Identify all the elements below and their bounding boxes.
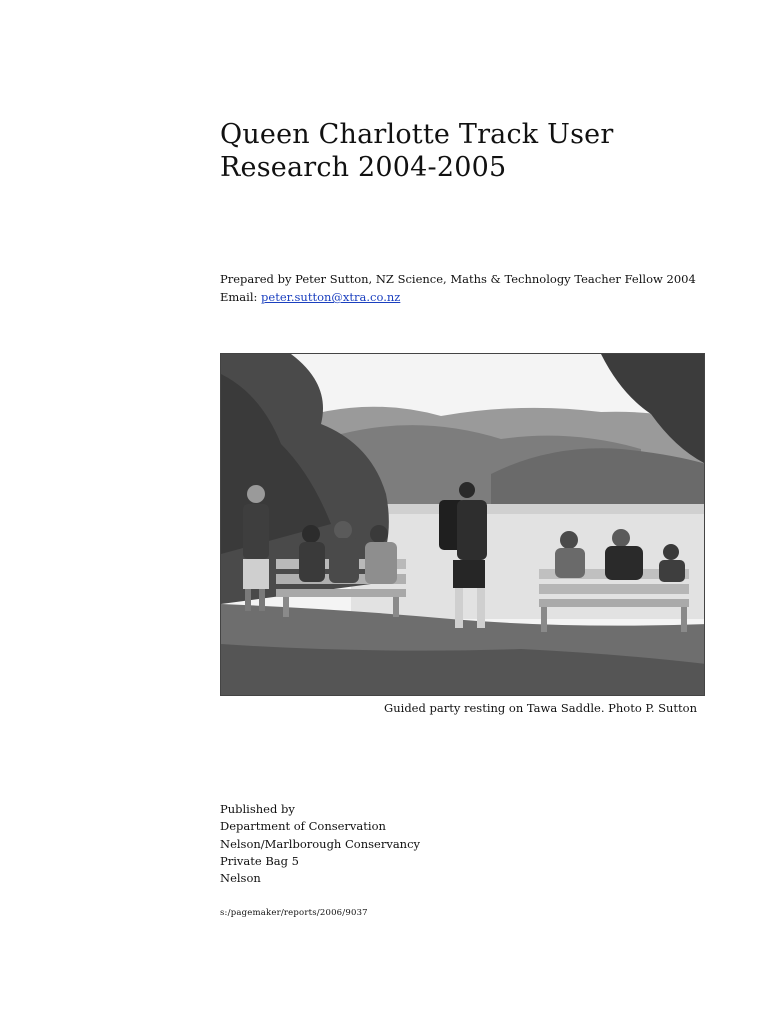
- email-line: [220, 288, 740, 306]
- publisher-line-3: Private Bag 5: [220, 853, 299, 868]
- publisher-line-2: Nelson/Marlborough Conservancy: [220, 836, 421, 851]
- publisher-heading: Published by: [220, 802, 295, 816]
- email-link[interactable]: peter.sutton@xtra.co.nz: [261, 290, 401, 304]
- prepared-by-text: Prepared by Peter Sutton, NZ Science, Maths & Technology Teacher Fellow 2004: [220, 272, 696, 286]
- publisher-line-4: Nelson: [220, 871, 261, 886]
- author-block: [220, 270, 740, 306]
- photo-caption: Guided party resting on Tawa Saddle. Photo P. Sutton: [384, 701, 697, 715]
- email-label: Email:: [220, 290, 258, 304]
- cover-photo: [220, 353, 705, 696]
- publisher-line-1: Department of Conservation: [220, 819, 386, 834]
- file-path: s:/pagemaker/reports/2006/9037: [220, 908, 368, 918]
- title-line-2: Research 2004-2005: [220, 152, 507, 183]
- publisher-block: [220, 801, 420, 887]
- title-line-1: Queen Charlotte Track User: [220, 119, 614, 150]
- document-title: [220, 118, 720, 184]
- photo-illustration: [221, 354, 705, 696]
